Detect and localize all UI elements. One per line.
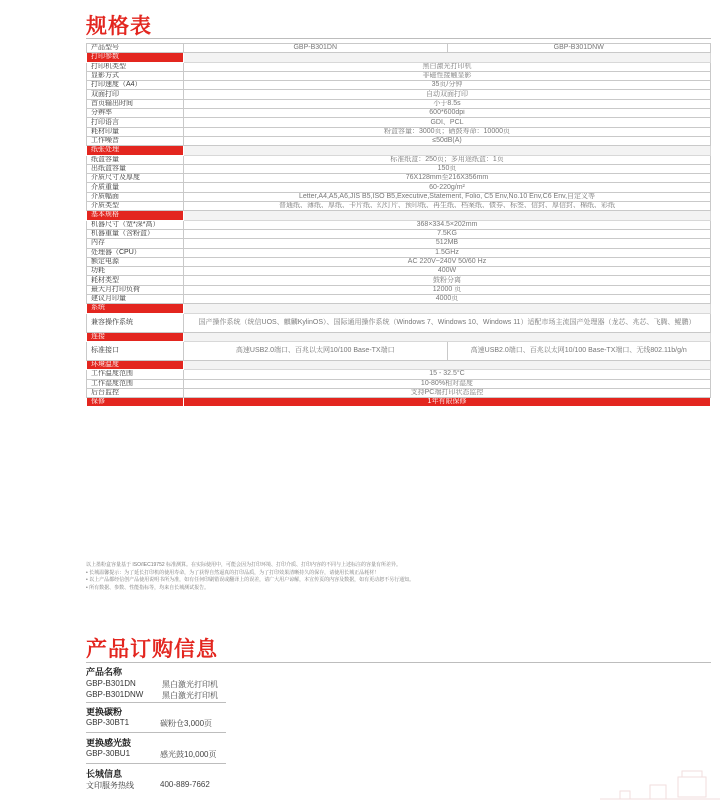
- spec-label: 打印速度（A4）: [87, 81, 184, 90]
- spec-row: [87, 62, 711, 71]
- spec-row: [87, 276, 711, 285]
- footnote-line: • 长城温馨提示：为了延长打印机的使用寿命，为了获得自然逼真的打印品质，为了打印效果清晰持久的保存，请使用长城正品耗材！: [86, 569, 380, 576]
- section-header: [87, 146, 711, 155]
- spec-label: 工作湿度范围: [87, 379, 184, 388]
- section-value: 1年有限保修: [184, 398, 711, 407]
- section-title: 系统: [87, 304, 184, 313]
- order-divider: [86, 702, 226, 703]
- footnotes: [86, 562, 414, 593]
- spec-value: 鼓粉分离: [184, 276, 711, 285]
- section-header: [87, 332, 711, 341]
- spec-value: 支持PC端打印状态监控: [184, 388, 711, 397]
- spec-value: GDI、PCL: [184, 118, 711, 127]
- spec-title-rule: [86, 38, 711, 39]
- header-model-1: GBP-B301DN: [184, 44, 448, 53]
- order-divider: [86, 763, 226, 764]
- section-title: 保修: [87, 398, 184, 407]
- product-code: GBP-B301DN: [86, 679, 136, 688]
- order-title: 产品订购信息: [86, 638, 218, 661]
- spec-value: 15 - 32.5°C: [184, 370, 711, 379]
- spec-row: [87, 295, 711, 304]
- spec-value: 黑白激光打印机: [184, 62, 711, 71]
- spec-row: [87, 127, 711, 136]
- hotline-phone: 400-889-7662: [160, 780, 210, 789]
- spec-table: [86, 43, 711, 407]
- product-name-heading: 产品名称: [86, 667, 123, 677]
- spec-row: [87, 239, 711, 248]
- spec-value-model-1: 高速USB2.0端口、百兆以太网10/100 Base-TX端口: [184, 341, 448, 360]
- spec-label: 介质重量: [87, 183, 184, 192]
- section-fill: [184, 146, 711, 155]
- section-header: [87, 360, 711, 369]
- spec-value: 国产操作系统（统信UOS、麒麟KylinOS）、国际通用操作系统（Windows 7、Windows 10、Windows 11）适配市场主流国产处理器（龙芯、兆芯、飞腾、鲲鹏）: [184, 313, 711, 332]
- spec-title: 规格表: [86, 15, 152, 38]
- spec-label: 内存: [87, 239, 184, 248]
- spec-row: [87, 81, 711, 90]
- toner-heading: 更换碳粉: [86, 707, 123, 717]
- spec-label: 功耗: [87, 267, 184, 276]
- spec-label: 耗材印量: [87, 127, 184, 136]
- spec-label: 兼容操作系统: [87, 313, 184, 332]
- spec-value: 非磁性接触显影: [184, 71, 711, 80]
- spec-row: [87, 118, 711, 127]
- spec-value: 小于8.5s: [184, 99, 711, 108]
- section-fill: [184, 211, 711, 220]
- header-label: 产品型号: [87, 44, 184, 53]
- spec-label: 额定电源: [87, 257, 184, 266]
- spec-label: 最大月打印负荷: [87, 285, 184, 294]
- spec-label: 出纸盒容量: [87, 164, 184, 173]
- footnote-line: • 所有数据、参数、性能指标等，均来自长城测试报告。: [86, 585, 210, 592]
- spec-label: 介质尺寸及厚度: [87, 174, 184, 183]
- spec-label: 建议月印量: [87, 295, 184, 304]
- spec-value: 512MB: [184, 239, 711, 248]
- section-header: [87, 53, 711, 62]
- spec-value: 35页/分钟: [184, 81, 711, 90]
- spec-row: [87, 136, 711, 145]
- spec-row: [87, 99, 711, 108]
- section-title: 打印参数: [87, 53, 184, 62]
- spec-row: [87, 341, 711, 360]
- spec-value: 4000页: [184, 295, 711, 304]
- spec-label: 介质幅面: [87, 192, 184, 201]
- spec-value: 1.5GHz: [184, 248, 711, 257]
- spec-value: 400W: [184, 267, 711, 276]
- spec-row: [87, 229, 711, 238]
- order-divider: [86, 732, 226, 733]
- toner-desc: 碳粉仓3,000页: [160, 719, 213, 728]
- spec-row: [87, 155, 711, 164]
- spec-label: 标准接口: [87, 341, 184, 360]
- spec-label: 纸盒容量: [87, 155, 184, 164]
- header-model-2: GBP-B301DNW: [447, 44, 711, 53]
- spec-value: 7.5KG: [184, 229, 711, 238]
- spec-row: [87, 192, 711, 201]
- section-header: [87, 304, 711, 313]
- footnote-line: 以上墨粉盒容量基于 ISO/IEC19752 标准测算。在实际使用中，可能会因为打印环境、打印介质、打印内容的不同与上述标注的容量有所差异。: [86, 562, 402, 568]
- spec-label: 首页输出时间: [87, 99, 184, 108]
- spec-value: AC 220V~240V 50/60 Hz: [184, 257, 711, 266]
- spec-row: [87, 248, 711, 257]
- spec-value: 粉盒容量：3000页；硒鼓寿命：10000页: [184, 127, 711, 136]
- spec-label: 耗材类型: [87, 276, 184, 285]
- spec-value: 600*600dpi: [184, 109, 711, 118]
- spec-row: [87, 388, 711, 397]
- header-row: [87, 44, 711, 53]
- spec-row: [87, 202, 711, 211]
- spec-value: 10-80%相对湿度: [184, 379, 711, 388]
- spec-label: 双面打印: [87, 90, 184, 99]
- spec-value: 60-220g/m²: [184, 183, 711, 192]
- spec-value: Letter,A4,A5,A6,JIS B5,ISO B5,Executive,Statement, Folio, C5 Env,No.10 Env,C6 Env,自定义等: [184, 192, 711, 201]
- spec-value: 普通纸、薄纸、厚纸、卡片纸、幻灯片、预印纸、再生纸、档案纸、债券、标签、信封、厚信封、棉纸、彩纸: [184, 202, 711, 211]
- spec-value-model-2: 高速USB2.0端口、百兆以太网10/100 Base-TX端口、无线802.11b/g/n: [447, 341, 711, 360]
- spec-value: 76X128mm至216X356mm: [184, 174, 711, 183]
- spec-row: [87, 285, 711, 294]
- spec-value: 368×334.5×202mm: [184, 220, 711, 229]
- spec-row: [87, 71, 711, 80]
- spec-row: [87, 174, 711, 183]
- section-header: [87, 398, 711, 407]
- spec-row: [87, 370, 711, 379]
- order-title-rule: [86, 662, 711, 663]
- decorative-printer-graphic: [560, 763, 720, 803]
- spec-label: 显影方式: [87, 71, 184, 80]
- section-fill: [184, 360, 711, 369]
- spec-value: 自动双面打印: [184, 90, 711, 99]
- spec-row: [87, 109, 711, 118]
- toner-code: GBP-30BT1: [86, 718, 130, 727]
- drum-desc: 感光鼓10,000页: [160, 750, 217, 759]
- spec-value: 150页: [184, 164, 711, 173]
- product-code: GBP-B301DNW: [86, 690, 144, 699]
- spec-row: [87, 379, 711, 388]
- spec-row: [87, 267, 711, 276]
- spec-row: [87, 257, 711, 266]
- spec-label: 后台监控: [87, 388, 184, 397]
- section-title: 连接: [87, 332, 184, 341]
- product-desc: 黑白激光打印机: [162, 691, 218, 700]
- spec-row: [87, 183, 711, 192]
- section-fill: [184, 53, 711, 62]
- spec-row: [87, 220, 711, 229]
- section-title: 基本规格: [87, 211, 184, 220]
- section-fill: [184, 304, 711, 313]
- spec-value: 12000 页: [184, 285, 711, 294]
- footnote-line: • 以上产品都经信创产品使用说明书所为准，如有任何印刷错误或翻译上的误差，请广大用户谅解，本宣传页的内容及数据，如有更动恕不另行通知。: [86, 577, 415, 584]
- section-header: [87, 211, 711, 220]
- spec-label: 处理器（CPU）: [87, 248, 184, 257]
- product-desc: 黑白激光打印机: [162, 680, 218, 689]
- spec-row: [87, 164, 711, 173]
- hotline-label: 文印服务热线: [86, 781, 134, 790]
- drum-code: GBP-30BU1: [86, 749, 131, 758]
- spec-value: 标准纸盒：250页；多用途纸盒：1页: [184, 155, 711, 164]
- spec-label: 工作温度范围: [87, 370, 184, 379]
- section-title: 环境温度: [87, 360, 184, 369]
- spec-label: 打印语言: [87, 118, 184, 127]
- spec-row: [87, 90, 711, 99]
- spec-label: 机器尺寸（宽*深*高）: [87, 220, 184, 229]
- spec-label: 打印机类型: [87, 62, 184, 71]
- drum-heading: 更换感光鼓: [86, 738, 132, 748]
- spec-label: 介质类型: [87, 202, 184, 211]
- section-title: 纸张处理: [87, 146, 184, 155]
- spec-value: ≤50dB(A): [184, 136, 711, 145]
- spec-row: [87, 313, 711, 332]
- info-heading: 长城信息: [86, 769, 123, 779]
- section-fill: [184, 332, 711, 341]
- spec-label: 机器重量（含粉盒）: [87, 229, 184, 238]
- spec-label: 工作噪音: [87, 136, 184, 145]
- spec-label: 分辨率: [87, 109, 184, 118]
